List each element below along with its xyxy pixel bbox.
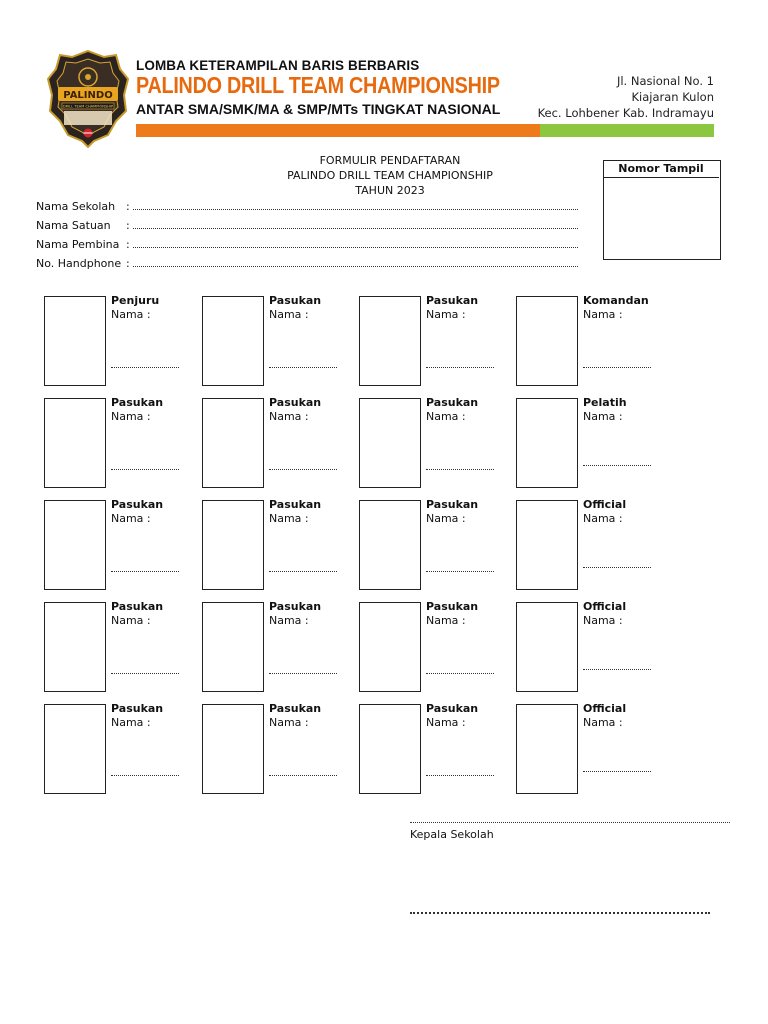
member-name-label: Nama : (111, 614, 151, 627)
member-name-label: Nama : (111, 308, 151, 321)
field-input-line[interactable] (133, 238, 578, 248)
field-input-line[interactable] (133, 219, 578, 229)
member-name-line[interactable] (426, 672, 494, 674)
member-name-line[interactable] (426, 774, 494, 776)
member-name-line[interactable] (426, 366, 494, 368)
member-name-line[interactable] (269, 366, 337, 368)
member-role: Pasukan (111, 498, 164, 511)
member-name-label: Nama : (583, 716, 623, 729)
member-role: Komandan (583, 294, 649, 307)
member-role: Pasukan (426, 702, 479, 715)
field-label: Nama Pembina (36, 238, 120, 251)
member-name-label: Nama : (583, 308, 623, 321)
logo-subtext: DRILL TEAM CHAMPIONSHIP (62, 104, 114, 109)
member-name-label: Nama : (426, 410, 466, 423)
member-name-line[interactable] (583, 366, 651, 368)
member-name-line[interactable] (111, 468, 179, 470)
signature-label: Kepala Sekolah (410, 828, 494, 841)
member-name-line[interactable] (583, 770, 651, 772)
member-role: Pasukan (426, 600, 479, 613)
place-date-line[interactable] (410, 821, 730, 823)
member-role: Pasukan (269, 600, 322, 613)
member-role: Pasukan (269, 396, 322, 409)
member-role: Pasukan (426, 396, 479, 409)
member-role: Pasukan (269, 294, 322, 307)
address-line-2: Kiajaran Kulon (631, 90, 714, 104)
member-role: Pasukan (426, 498, 479, 511)
field-separator: : (126, 257, 130, 270)
signature-name-line[interactable] (410, 911, 710, 914)
member-name-line[interactable] (583, 668, 651, 670)
form-heading-3: TAHUN 2023 (355, 184, 425, 197)
photo-box[interactable] (44, 296, 106, 386)
photo-box[interactable] (202, 398, 264, 488)
member-name-label: Nama : (111, 716, 151, 729)
address-line-1: Jl. Nasional No. 1 (616, 74, 714, 88)
member-role: Pasukan (269, 702, 322, 715)
photo-box[interactable] (516, 398, 578, 488)
member-name-line[interactable] (426, 570, 494, 572)
event-subtitle: ANTAR SMA/SMK/MA & SMP/MTs TINGKAT NASIONAL (136, 101, 501, 117)
championship-title: PALINDO DRILL TEAM CHAMPIONSHIP (136, 72, 500, 98)
photo-box[interactable] (359, 602, 421, 692)
member-name-label: Nama : (269, 512, 309, 525)
photo-box[interactable] (516, 500, 578, 590)
photo-box[interactable] (359, 296, 421, 386)
form-heading-1: FORMULIR PENDAFTARAN (319, 154, 461, 167)
field-separator: : (126, 200, 130, 213)
member-role: Official (583, 600, 627, 613)
member-role: Official (583, 702, 627, 715)
member-name-label: Nama : (426, 614, 466, 627)
member-name-line[interactable] (269, 672, 337, 674)
member-name-label: Nama : (426, 512, 466, 525)
member-name-label: Nama : (583, 614, 623, 627)
member-name-label: Nama : (426, 308, 466, 321)
member-name-label: Nama : (583, 512, 623, 525)
member-name-label: Nama : (269, 716, 309, 729)
address-line-3: Kec. Lohbener Kab. Indramayu (537, 106, 714, 120)
photo-box[interactable] (202, 500, 264, 590)
field-no-handphone[interactable] (36, 257, 578, 270)
photo-box[interactable] (516, 602, 578, 692)
member-name-label: Nama : (111, 512, 151, 525)
nomor-tampil-label: Nomor Tampil (603, 160, 719, 178)
member-name-line[interactable] (583, 566, 651, 568)
photo-box[interactable] (44, 500, 106, 590)
member-name-label: Nama : (426, 716, 466, 729)
field-separator: : (126, 238, 130, 251)
field-separator: : (126, 219, 130, 232)
field-label: Nama Satuan (36, 219, 111, 232)
photo-box[interactable] (202, 602, 264, 692)
photo-box[interactable] (359, 398, 421, 488)
member-role: Penjuru (111, 294, 160, 307)
field-input-line[interactable] (133, 200, 578, 210)
member-name-label: Nama : (269, 614, 309, 627)
logo-text: PALINDO (63, 90, 113, 101)
member-name-line[interactable] (111, 774, 179, 776)
field-label: Nama Sekolah (36, 200, 116, 213)
member-name-label: Nama : (111, 410, 151, 423)
photo-box[interactable] (202, 296, 264, 386)
member-role: Official (583, 498, 627, 511)
member-role: Pasukan (269, 498, 322, 511)
member-role: Pelatih (583, 396, 627, 409)
photo-box[interactable] (359, 500, 421, 590)
photo-box[interactable] (516, 296, 578, 386)
event-logo (46, 49, 130, 149)
photo-box[interactable] (202, 704, 264, 794)
header-bar-green (540, 124, 714, 137)
photo-box[interactable] (44, 704, 106, 794)
event-title: LOMBA KETERAMPILAN BARIS BERBARIS (136, 58, 420, 73)
header-bar-orange (136, 124, 540, 137)
member-name-line[interactable] (269, 774, 337, 776)
member-name-line[interactable] (111, 366, 179, 368)
member-name-label: Nama : (269, 410, 309, 423)
member-name-line[interactable] (269, 468, 337, 470)
field-input-line[interactable] (133, 257, 578, 267)
member-role: Pasukan (111, 600, 164, 613)
member-role: Pasukan (111, 702, 164, 715)
photo-box[interactable] (44, 398, 106, 488)
member-name-line[interactable] (111, 570, 179, 572)
photo-box[interactable] (359, 704, 421, 794)
field-label: No. Handphone (36, 257, 122, 270)
field-nama-satuan[interactable] (36, 219, 578, 232)
photo-box[interactable] (516, 704, 578, 794)
member-name-label: Nama : (269, 308, 309, 321)
member-name-label: Nama : (583, 410, 623, 423)
field-nama-pembina[interactable] (36, 238, 578, 251)
member-name-line[interactable] (583, 464, 651, 466)
member-name-line[interactable] (426, 468, 494, 470)
field-nama-sekolah[interactable] (36, 200, 578, 213)
member-role: Pasukan (111, 396, 164, 409)
member-name-line[interactable] (269, 570, 337, 572)
member-role: Pasukan (426, 294, 479, 307)
photo-box[interactable] (44, 602, 106, 692)
member-name-line[interactable] (111, 672, 179, 674)
form-heading-2: PALINDO DRILL TEAM CHAMPIONSHIP (287, 169, 493, 182)
